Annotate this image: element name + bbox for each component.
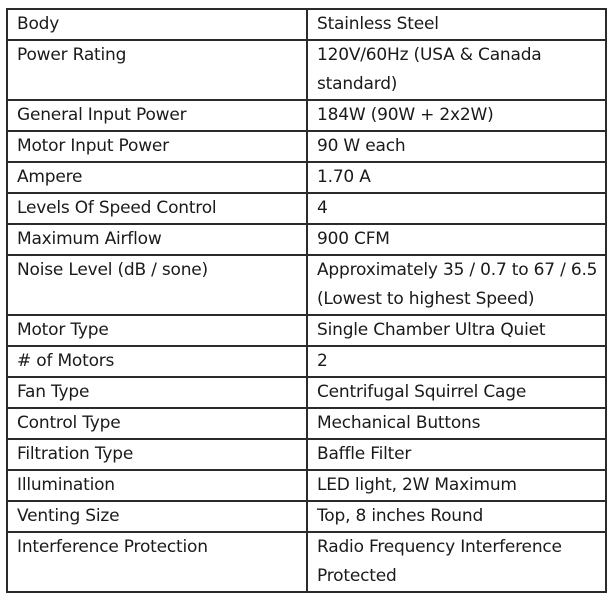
spec-value: 120V/60Hz (USA & Canada standard) — [307, 40, 606, 100]
spec-value: 90 W each — [307, 131, 606, 162]
table-row-motor-input-power — [7, 131, 606, 162]
spec-label: Motor Input Power — [7, 131, 307, 162]
table-row-body — [7, 9, 606, 40]
spec-label: Filtration Type — [7, 439, 307, 470]
spec-label: Body — [7, 9, 307, 40]
spec-value: 900 CFM — [307, 224, 606, 255]
table-row-illumination — [7, 470, 606, 501]
table-row-power-rating — [7, 40, 606, 100]
spec-label: Fan Type — [7, 377, 307, 408]
spec-value: 1.70 A — [307, 162, 606, 193]
table-row-filtration-type — [7, 439, 606, 470]
spec-value: Baffle Filter — [307, 439, 606, 470]
table-row-venting-size — [7, 501, 606, 532]
spec-value: Centrifugal Squirrel Cage — [307, 377, 606, 408]
spec-label: Control Type — [7, 408, 307, 439]
spec-value: Single Chamber Ultra Quiet — [307, 315, 606, 346]
table-row-maximum-airflow — [7, 224, 606, 255]
spec-label: Levels Of Speed Control — [7, 193, 307, 224]
spec-value: Stainless Steel — [307, 9, 606, 40]
specifications-table — [6, 8, 607, 593]
spec-value: Top, 8 inches Round — [307, 501, 606, 532]
spec-label: Power Rating — [7, 40, 307, 100]
spec-value: 2 — [307, 346, 606, 377]
spec-label: Illumination — [7, 470, 307, 501]
spec-label: Maximum Airflow — [7, 224, 307, 255]
spec-value: LED light, 2W Maximum — [307, 470, 606, 501]
spec-label: Noise Level (dB / sone) — [7, 255, 307, 315]
table-row-control-type — [7, 408, 606, 439]
table-row-interference-protection — [7, 532, 606, 592]
spec-label: Interference Protection — [7, 532, 307, 592]
spec-value: Approximately 35 / 0.7 to 67 / 6.5 (Lowest to highest Speed) — [307, 255, 606, 315]
spec-label: General Input Power — [7, 100, 307, 131]
table-row-motor-type — [7, 315, 606, 346]
table-row-speed-levels — [7, 193, 606, 224]
spec-value: Radio Frequency Interference Protected — [307, 532, 606, 592]
table-row-noise-level — [7, 255, 606, 315]
table-row-fan-type — [7, 377, 606, 408]
table-row-number-of-motors — [7, 346, 606, 377]
table-row-general-input-power — [7, 100, 606, 131]
spec-label: Venting Size — [7, 501, 307, 532]
spec-label: # of Motors — [7, 346, 307, 377]
spec-value: Mechanical Buttons — [307, 408, 606, 439]
spec-value: 4 — [307, 193, 606, 224]
spec-value: 184W (90W + 2x2W) — [307, 100, 606, 131]
table-row-ampere — [7, 162, 606, 193]
spec-label: Motor Type — [7, 315, 307, 346]
spec-label: Ampere — [7, 162, 307, 193]
